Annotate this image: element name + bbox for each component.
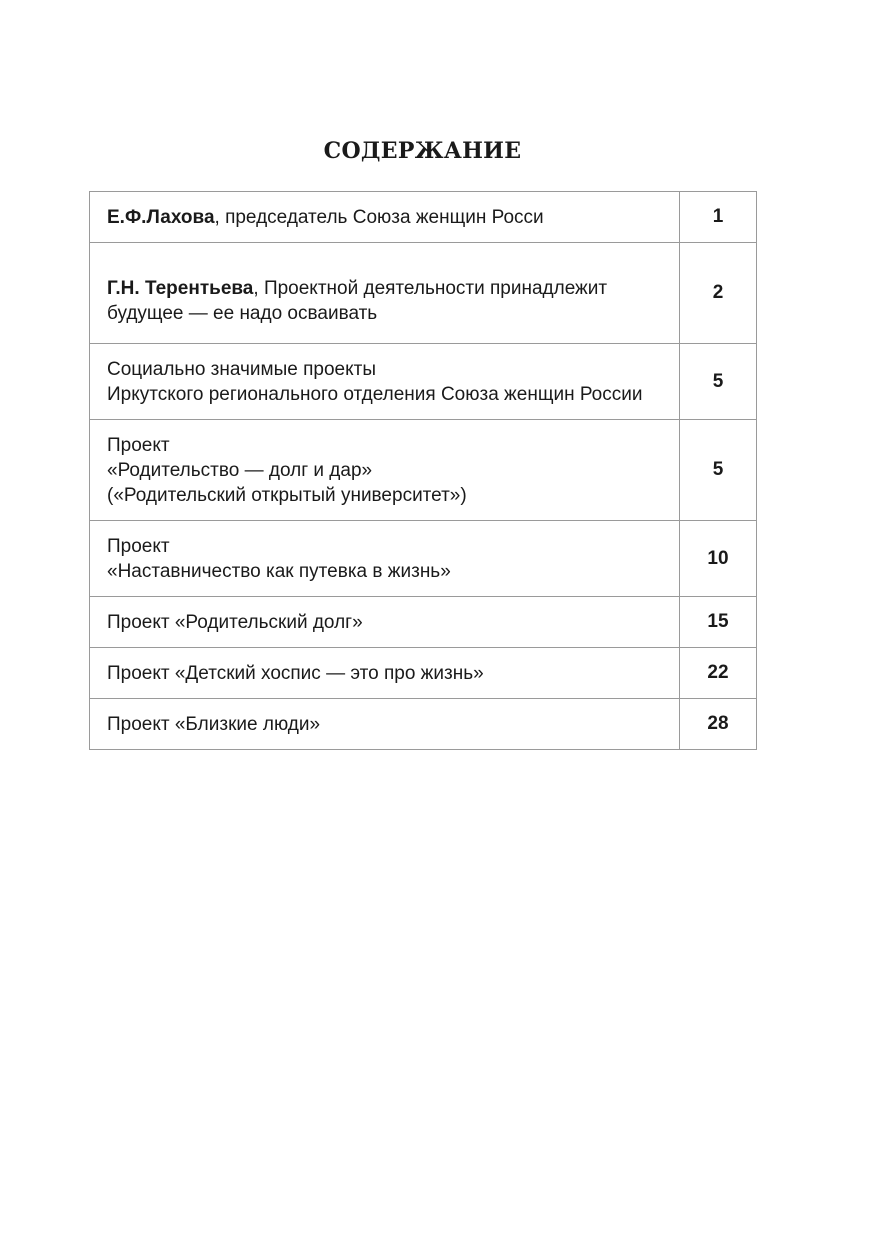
- table-row: [90, 521, 757, 597]
- entry-title-line: Иркутского регионального отделения Союза женщин России: [107, 383, 643, 405]
- toc-page-number: 10: [680, 521, 757, 597]
- entry-title-line: «Родительство — долг и дар»: [107, 459, 373, 481]
- entry-title-line: будущее — ее надо осваивать: [107, 302, 378, 324]
- entry-title-line: Проект: [107, 535, 170, 557]
- toc-entry-text: Проект «Близкие люди»: [90, 699, 680, 750]
- author-name: Е.Ф.Лахова: [107, 206, 215, 228]
- toc-entry-text: [90, 420, 680, 521]
- page-title: СОДЕРЖАНИЕ: [323, 138, 522, 164]
- table-row: [90, 648, 757, 699]
- toc-page-number: 2: [680, 243, 757, 344]
- toc-page-number: 5: [680, 420, 757, 521]
- entry-title-line: («Родительский открытый университет»): [107, 484, 467, 506]
- toc-entry-text: [90, 192, 680, 243]
- toc-entry-text: [90, 344, 680, 420]
- toc-entry-text: [90, 521, 680, 597]
- entry-title: , Проектной деятельности принадлежит: [253, 277, 608, 299]
- table-of-contents: [89, 191, 757, 750]
- entry-title-line: «Наставничество как путевка в жизнь»: [107, 560, 451, 582]
- table-row: [90, 344, 757, 420]
- toc-entry-text: Проект «Родительский долг»: [90, 597, 680, 648]
- table-row: [90, 420, 757, 521]
- entry-title-line: Социально значимые проекты: [107, 358, 376, 380]
- toc-page-number: 15: [680, 597, 757, 648]
- table-row: [90, 699, 757, 750]
- toc-page-number: 28: [680, 699, 757, 750]
- entry-title-line: Проект: [107, 434, 170, 456]
- table-row: [90, 192, 757, 243]
- entry-title: , председатель Союза женщин Росси: [214, 206, 544, 228]
- table-row: [90, 597, 757, 648]
- table-row: [90, 243, 757, 344]
- author-name: Г.Н. Терентьева: [107, 277, 254, 299]
- toc-page-number: 22: [680, 648, 757, 699]
- toc-page-number: 1: [680, 192, 757, 243]
- toc-page-number: 5: [680, 344, 757, 420]
- toc-entry-text: [90, 243, 680, 344]
- toc-entry-text: Проект «Детский хоспис — это про жизнь»: [90, 648, 680, 699]
